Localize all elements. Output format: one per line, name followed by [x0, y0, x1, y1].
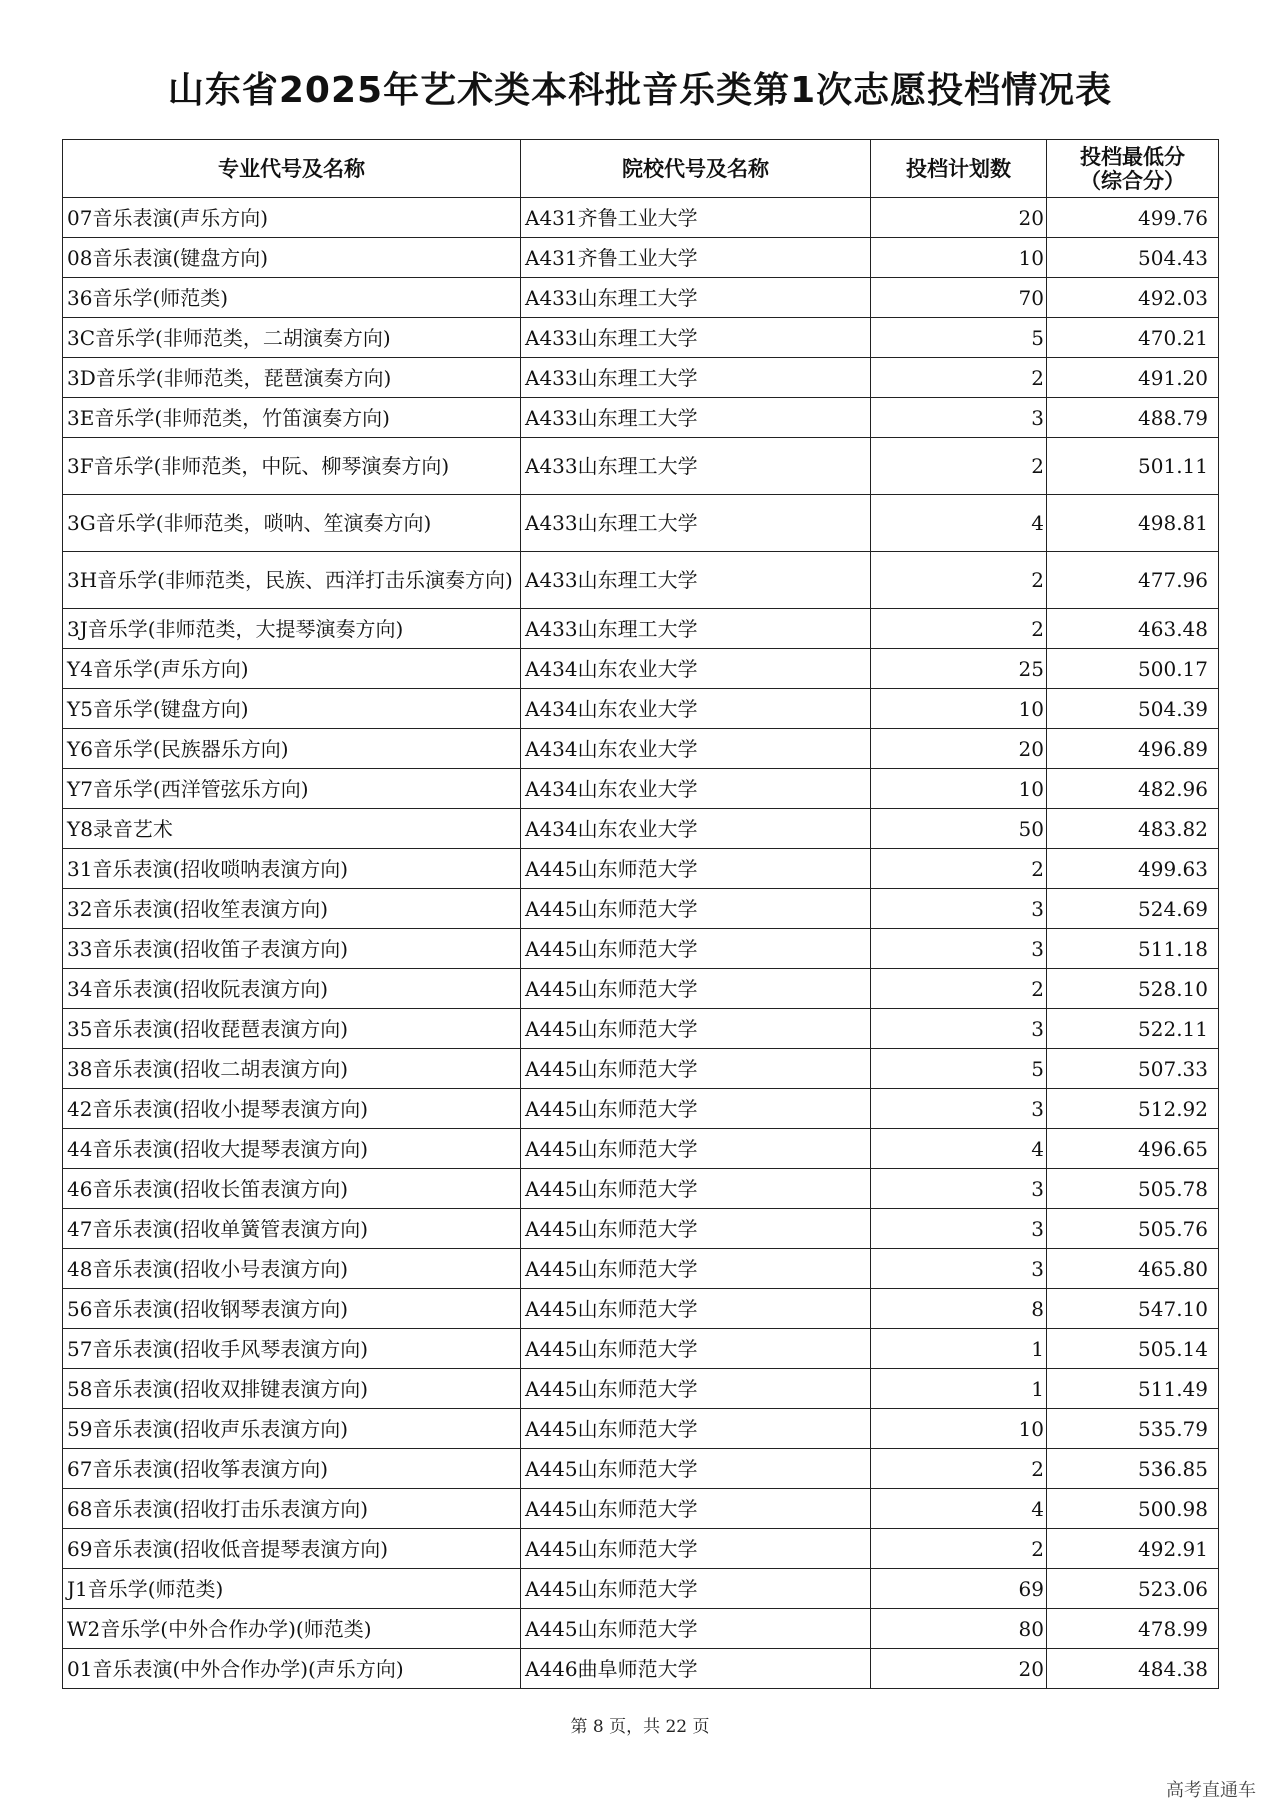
major-cell: 08音乐表演(键盘方向): [63, 238, 521, 278]
score-cell: 528.10: [1047, 969, 1219, 1009]
score-cell: 500.17: [1047, 649, 1219, 689]
score-cell: 492.91: [1047, 1529, 1219, 1569]
plan-cell: 3: [871, 1169, 1047, 1209]
table-row: [63, 729, 1219, 769]
score-cell: 522.11: [1047, 1009, 1219, 1049]
score-cell: 496.89: [1047, 729, 1219, 769]
score-cell: 504.39: [1047, 689, 1219, 729]
header-plan: 投档计划数: [871, 140, 1047, 198]
school-cell: A433山东理工大学: [521, 398, 871, 438]
major-cell: W2音乐学(中外合作办学)(师范类): [63, 1609, 521, 1649]
score-cell: 492.03: [1047, 278, 1219, 318]
plan-cell: 10: [871, 769, 1047, 809]
major-cell: 3J音乐学(非师范类，大提琴演奏方向): [63, 609, 521, 649]
major-cell: 3H音乐学(非师范类，民族、西洋打击乐演奏方向): [63, 552, 521, 609]
school-cell: A434山东农业大学: [521, 769, 871, 809]
school-cell: A434山东农业大学: [521, 689, 871, 729]
school-cell: A433山东理工大学: [521, 609, 871, 649]
score-cell: 523.06: [1047, 1569, 1219, 1609]
major-cell: 3G音乐学(非师范类，唢呐、笙演奏方向): [63, 495, 521, 552]
plan-cell: 2: [871, 438, 1047, 495]
score-cell: 499.63: [1047, 849, 1219, 889]
table-row: [63, 1569, 1219, 1609]
score-cell: 498.81: [1047, 495, 1219, 552]
plan-cell: 5: [871, 1049, 1047, 1089]
plan-cell: 10: [871, 1409, 1047, 1449]
table-row: [63, 318, 1219, 358]
plan-cell: 4: [871, 495, 1047, 552]
plan-cell: 69: [871, 1569, 1047, 1609]
school-cell: A445山东师范大学: [521, 1209, 871, 1249]
school-cell: A445山东师范大学: [521, 1609, 871, 1649]
major-cell: 69音乐表演(招收低音提琴表演方向): [63, 1529, 521, 1569]
major-cell: 35音乐表演(招收琵琶表演方向): [63, 1009, 521, 1049]
table-row: [63, 769, 1219, 809]
school-cell: A445山东师范大学: [521, 1489, 871, 1529]
table-row: [63, 1249, 1219, 1289]
table-row: [63, 1449, 1219, 1489]
header-major: 专业代号及名称: [63, 140, 521, 198]
major-cell: 56音乐表演(招收钢琴表演方向): [63, 1289, 521, 1329]
major-cell: 01音乐表演(中外合作办学)(声乐方向): [63, 1649, 521, 1689]
table-row: [63, 689, 1219, 729]
school-cell: A431齐鲁工业大学: [521, 198, 871, 238]
school-cell: A445山东师范大学: [521, 929, 871, 969]
school-cell: A445山东师范大学: [521, 1529, 871, 1569]
school-cell: A434山东农业大学: [521, 729, 871, 769]
score-cell: 500.98: [1047, 1489, 1219, 1529]
table-row: [63, 1409, 1219, 1449]
score-cell: 501.11: [1047, 438, 1219, 495]
school-cell: A445山东师范大学: [521, 1409, 871, 1449]
score-cell: 482.96: [1047, 769, 1219, 809]
table-row: [63, 1209, 1219, 1249]
header-score: [1047, 140, 1219, 198]
table-row: [63, 1529, 1219, 1569]
score-cell: 463.48: [1047, 609, 1219, 649]
school-cell: A433山东理工大学: [521, 495, 871, 552]
major-cell: Y4音乐学(声乐方向): [63, 649, 521, 689]
school-cell: A445山东师范大学: [521, 1289, 871, 1329]
school-cell: A433山东理工大学: [521, 318, 871, 358]
school-cell: A445山东师范大学: [521, 1249, 871, 1289]
table-row: [63, 1169, 1219, 1209]
table-row: [63, 495, 1219, 552]
header-score-line2: （综合分）: [1080, 168, 1185, 193]
score-cell: 477.96: [1047, 552, 1219, 609]
major-cell: J1音乐学(师范类): [63, 1569, 521, 1609]
plan-cell: 2: [871, 969, 1047, 1009]
major-cell: Y5音乐学(键盘方向): [63, 689, 521, 729]
plan-cell: 2: [871, 849, 1047, 889]
plan-cell: 2: [871, 1449, 1047, 1489]
school-cell: A445山东师范大学: [521, 1329, 871, 1369]
table-row: [63, 1129, 1219, 1169]
score-cell: 483.82: [1047, 809, 1219, 849]
plan-cell: 80: [871, 1609, 1047, 1649]
table-body: [63, 198, 1219, 1689]
school-cell: A433山东理工大学: [521, 438, 871, 495]
major-cell: 34音乐表演(招收阮表演方向): [63, 969, 521, 1009]
school-cell: A434山东农业大学: [521, 649, 871, 689]
major-cell: 32音乐表演(招收笙表演方向): [63, 889, 521, 929]
major-cell: Y8录音艺术: [63, 809, 521, 849]
plan-cell: 50: [871, 809, 1047, 849]
score-cell: 505.76: [1047, 1209, 1219, 1249]
table-row: [63, 929, 1219, 969]
major-cell: 68音乐表演(招收打击乐表演方向): [63, 1489, 521, 1529]
plan-cell: 3: [871, 1209, 1047, 1249]
table-row: [63, 1329, 1219, 1369]
table-row: [63, 1049, 1219, 1089]
school-cell: A434山东农业大学: [521, 809, 871, 849]
page-title: 山东省2025年艺术类本科批音乐类第1次志愿投档情况表: [167, 70, 1113, 111]
table-row: [63, 849, 1219, 889]
table-row: [63, 358, 1219, 398]
plan-cell: 8: [871, 1289, 1047, 1329]
school-cell: A446曲阜师范大学: [521, 1649, 871, 1689]
plan-cell: 3: [871, 929, 1047, 969]
table-row: [63, 198, 1219, 238]
school-cell: A433山东理工大学: [521, 278, 871, 318]
plan-cell: 5: [871, 318, 1047, 358]
table-row: [63, 609, 1219, 649]
plan-cell: 70: [871, 278, 1047, 318]
major-cell: 44音乐表演(招收大提琴表演方向): [63, 1129, 521, 1169]
plan-cell: 3: [871, 1089, 1047, 1129]
school-cell: A433山东理工大学: [521, 552, 871, 609]
score-cell: 465.80: [1047, 1249, 1219, 1289]
major-cell: 38音乐表演(招收二胡表演方向): [63, 1049, 521, 1089]
table-row: [63, 889, 1219, 929]
school-cell: A431齐鲁工业大学: [521, 238, 871, 278]
major-cell: 3D音乐学(非师范类，琵琶演奏方向): [63, 358, 521, 398]
major-cell: 3F音乐学(非师范类，中阮、柳琴演奏方向): [63, 438, 521, 495]
table-row: [63, 438, 1219, 495]
table-header-row: [63, 140, 1219, 198]
plan-cell: 20: [871, 1649, 1047, 1689]
score-cell: 536.85: [1047, 1449, 1219, 1489]
plan-cell: 3: [871, 1249, 1047, 1289]
plan-cell: 10: [871, 238, 1047, 278]
school-cell: A445山东师范大学: [521, 1449, 871, 1489]
plan-cell: 2: [871, 552, 1047, 609]
table-row: [63, 649, 1219, 689]
plan-cell: 20: [871, 198, 1047, 238]
plan-cell: 20: [871, 729, 1047, 769]
plan-cell: 4: [871, 1129, 1047, 1169]
score-cell: 491.20: [1047, 358, 1219, 398]
major-cell: 36音乐学(师范类): [63, 278, 521, 318]
plan-cell: 1: [871, 1329, 1047, 1369]
table-row: [63, 1609, 1219, 1649]
table-row: [63, 278, 1219, 318]
table-row: [63, 398, 1219, 438]
table-row: [63, 1489, 1219, 1529]
score-cell: 505.78: [1047, 1169, 1219, 1209]
plan-cell: 1: [871, 1369, 1047, 1409]
major-cell: Y6音乐学(民族器乐方向): [63, 729, 521, 769]
plan-cell: 3: [871, 889, 1047, 929]
score-cell: 470.21: [1047, 318, 1219, 358]
major-cell: 3C音乐学(非师范类，二胡演奏方向): [63, 318, 521, 358]
watermark-text: 高考直通车: [1166, 1780, 1256, 1801]
score-cell: 505.14: [1047, 1329, 1219, 1369]
score-cell: 499.76: [1047, 198, 1219, 238]
major-cell: 67音乐表演(招收筝表演方向): [63, 1449, 521, 1489]
plan-cell: 4: [871, 1489, 1047, 1529]
page-footer: 第 8 页，共 22 页: [570, 1717, 710, 1737]
school-cell: A445山东师范大学: [521, 1369, 871, 1409]
school-cell: A445山东师范大学: [521, 889, 871, 929]
major-cell: 31音乐表演(招收唢呐表演方向): [63, 849, 521, 889]
header-score-line1: 投档最低分: [1080, 144, 1185, 169]
school-cell: A445山东师范大学: [521, 1569, 871, 1609]
score-cell: 535.79: [1047, 1409, 1219, 1449]
table-row: [63, 809, 1219, 849]
school-cell: A433山东理工大学: [521, 358, 871, 398]
school-cell: A445山东师范大学: [521, 1169, 871, 1209]
major-cell: Y7音乐学(西洋管弦乐方向): [63, 769, 521, 809]
school-cell: A445山东师范大学: [521, 969, 871, 1009]
table-row: [63, 1649, 1219, 1689]
plan-cell: 2: [871, 358, 1047, 398]
table-row: [63, 1009, 1219, 1049]
score-cell: 512.92: [1047, 1089, 1219, 1129]
header-school: 院校代号及名称: [521, 140, 871, 198]
major-cell: 48音乐表演(招收小号表演方向): [63, 1249, 521, 1289]
plan-cell: 2: [871, 609, 1047, 649]
plan-cell: 2: [871, 1529, 1047, 1569]
score-cell: 507.33: [1047, 1049, 1219, 1089]
table-row: [63, 969, 1219, 1009]
major-cell: 59音乐表演(招收声乐表演方向): [63, 1409, 521, 1449]
school-cell: A445山东师范大学: [521, 849, 871, 889]
score-cell: 547.10: [1047, 1289, 1219, 1329]
score-cell: 504.43: [1047, 238, 1219, 278]
score-cell: 511.49: [1047, 1369, 1219, 1409]
major-cell: 58音乐表演(招收双排键表演方向): [63, 1369, 521, 1409]
table-row: [63, 1369, 1219, 1409]
major-cell: 46音乐表演(招收长笛表演方向): [63, 1169, 521, 1209]
table-row: [63, 552, 1219, 609]
score-cell: 511.18: [1047, 929, 1219, 969]
table-row: [63, 238, 1219, 278]
score-cell: 484.38: [1047, 1649, 1219, 1689]
school-cell: A445山东师范大学: [521, 1049, 871, 1089]
major-cell: 07音乐表演(声乐方向): [63, 198, 521, 238]
plan-cell: 10: [871, 689, 1047, 729]
plan-cell: 25: [871, 649, 1047, 689]
table-row: [63, 1289, 1219, 1329]
major-cell: 47音乐表演(招收单簧管表演方向): [63, 1209, 521, 1249]
score-cell: 524.69: [1047, 889, 1219, 929]
major-cell: 42音乐表演(招收小提琴表演方向): [63, 1089, 521, 1129]
score-cell: 488.79: [1047, 398, 1219, 438]
score-cell: 496.65: [1047, 1129, 1219, 1169]
plan-cell: 3: [871, 1009, 1047, 1049]
table-row: [63, 1089, 1219, 1129]
major-cell: 33音乐表演(招收笛子表演方向): [63, 929, 521, 969]
major-cell: 3E音乐学(非师范类，竹笛演奏方向): [63, 398, 521, 438]
school-cell: A445山东师范大学: [521, 1089, 871, 1129]
admission-table: [62, 139, 1219, 1689]
major-cell: 57音乐表演(招收手风琴表演方向): [63, 1329, 521, 1369]
plan-cell: 3: [871, 398, 1047, 438]
school-cell: A445山东师范大学: [521, 1009, 871, 1049]
score-cell: 478.99: [1047, 1609, 1219, 1649]
school-cell: A445山东师范大学: [521, 1129, 871, 1169]
